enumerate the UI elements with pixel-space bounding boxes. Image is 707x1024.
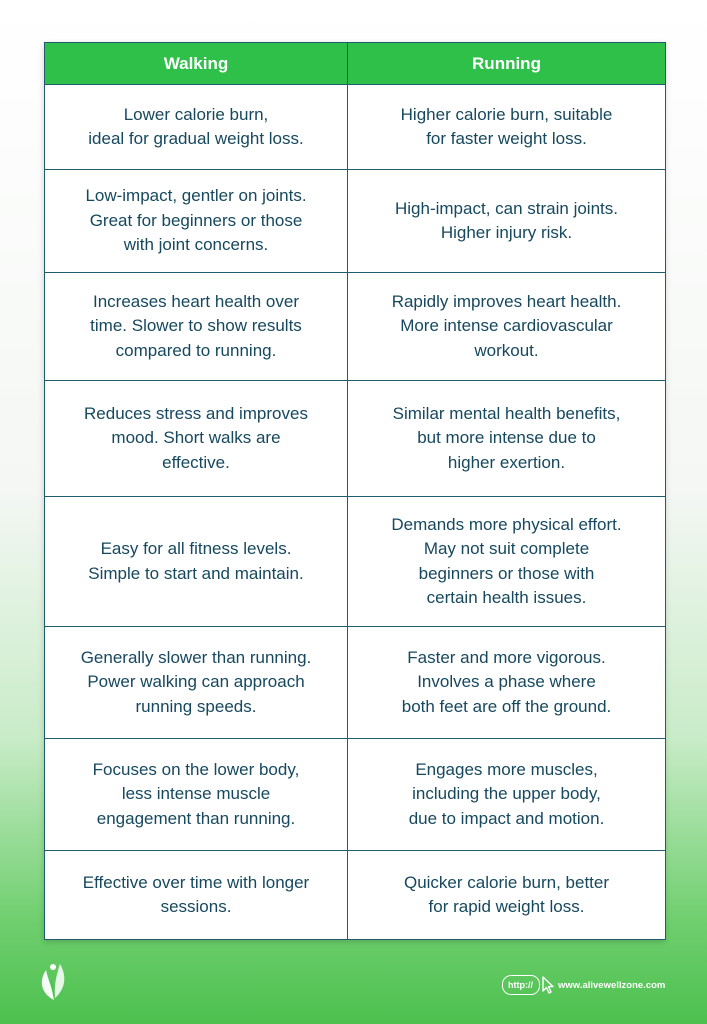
running-cell [348, 381, 666, 497]
walking-cell [45, 273, 348, 381]
header-walking: Walking [45, 43, 348, 85]
running-text: Quicker calorie burn, better for rapid weight loss. [403, 872, 610, 916]
running-cell [348, 170, 666, 273]
running-text: Rapidly improves heart health. More intense cardiovascular workout. [391, 291, 622, 360]
running-text: Faster and more vigorous. Involves a phase where both feet are off the ground. [401, 647, 612, 716]
walking-text: Easy for all fitness levels. Simple to start and maintain. [88, 539, 304, 583]
table-row [45, 851, 666, 940]
running-text: Demands more physical effort. May not suit complete beginners or those with certain health issues. [391, 514, 622, 607]
running-text: High-impact, can strain joints. Higher injury risk. [395, 198, 618, 242]
url-prefix: http:// [508, 980, 533, 990]
comparison-table [44, 42, 666, 940]
running-cell [348, 851, 666, 940]
running-text: Higher calorie burn, suitable for faster weight loss. [400, 104, 613, 148]
table-header-row [45, 43, 666, 85]
walking-text: Effective over time with longer sessions. [82, 872, 310, 916]
running-cell [348, 627, 666, 739]
comparison-table-wrapper [44, 42, 665, 940]
table-row [45, 627, 666, 739]
walking-text: Generally slower than running. Power walking can approach running speeds. [80, 647, 312, 716]
walking-cell [45, 627, 348, 739]
website-badge[interactable] [502, 975, 665, 995]
walking-text: Lower calorie burn, ideal for gradual weight loss. [88, 104, 304, 148]
running-text: Similar mental health benefits, but more intense due to higher exertion. [392, 403, 621, 472]
running-cell [348, 85, 666, 170]
table-row [45, 273, 666, 381]
website-url[interactable]: www.alivewellzone.com [558, 979, 666, 991]
table-row [45, 85, 666, 170]
walking-cell [45, 381, 348, 497]
walking-cell [45, 497, 348, 627]
walking-cell [45, 85, 348, 170]
header-running: Running [348, 43, 666, 85]
running-cell [348, 739, 666, 851]
walking-text: Low-impact, gentler on joints. Great for beginners or those with joint concerns. [85, 186, 307, 255]
url-pill[interactable] [502, 975, 540, 995]
walking-text: Focuses on the lower body, less intense muscle engagement than running. [92, 759, 300, 828]
table-row [45, 170, 666, 273]
table-row [45, 739, 666, 851]
running-cell [348, 273, 666, 381]
walking-cell [45, 851, 348, 940]
pointer-cursor-icon [540, 975, 556, 995]
walking-text: Increases heart health over time. Slower to show results compared to running. [90, 291, 302, 360]
table-row [45, 497, 666, 627]
walking-cell [45, 170, 348, 273]
running-cell [348, 497, 666, 627]
leaf-logo-icon [34, 958, 74, 1002]
running-text: Engages more muscles, including the upper body, due to impact and motion. [408, 759, 605, 828]
walking-text: Reduces stress and improves mood. Short walks are effective. [84, 403, 308, 472]
walking-cell [45, 739, 348, 851]
table-row [45, 381, 666, 497]
